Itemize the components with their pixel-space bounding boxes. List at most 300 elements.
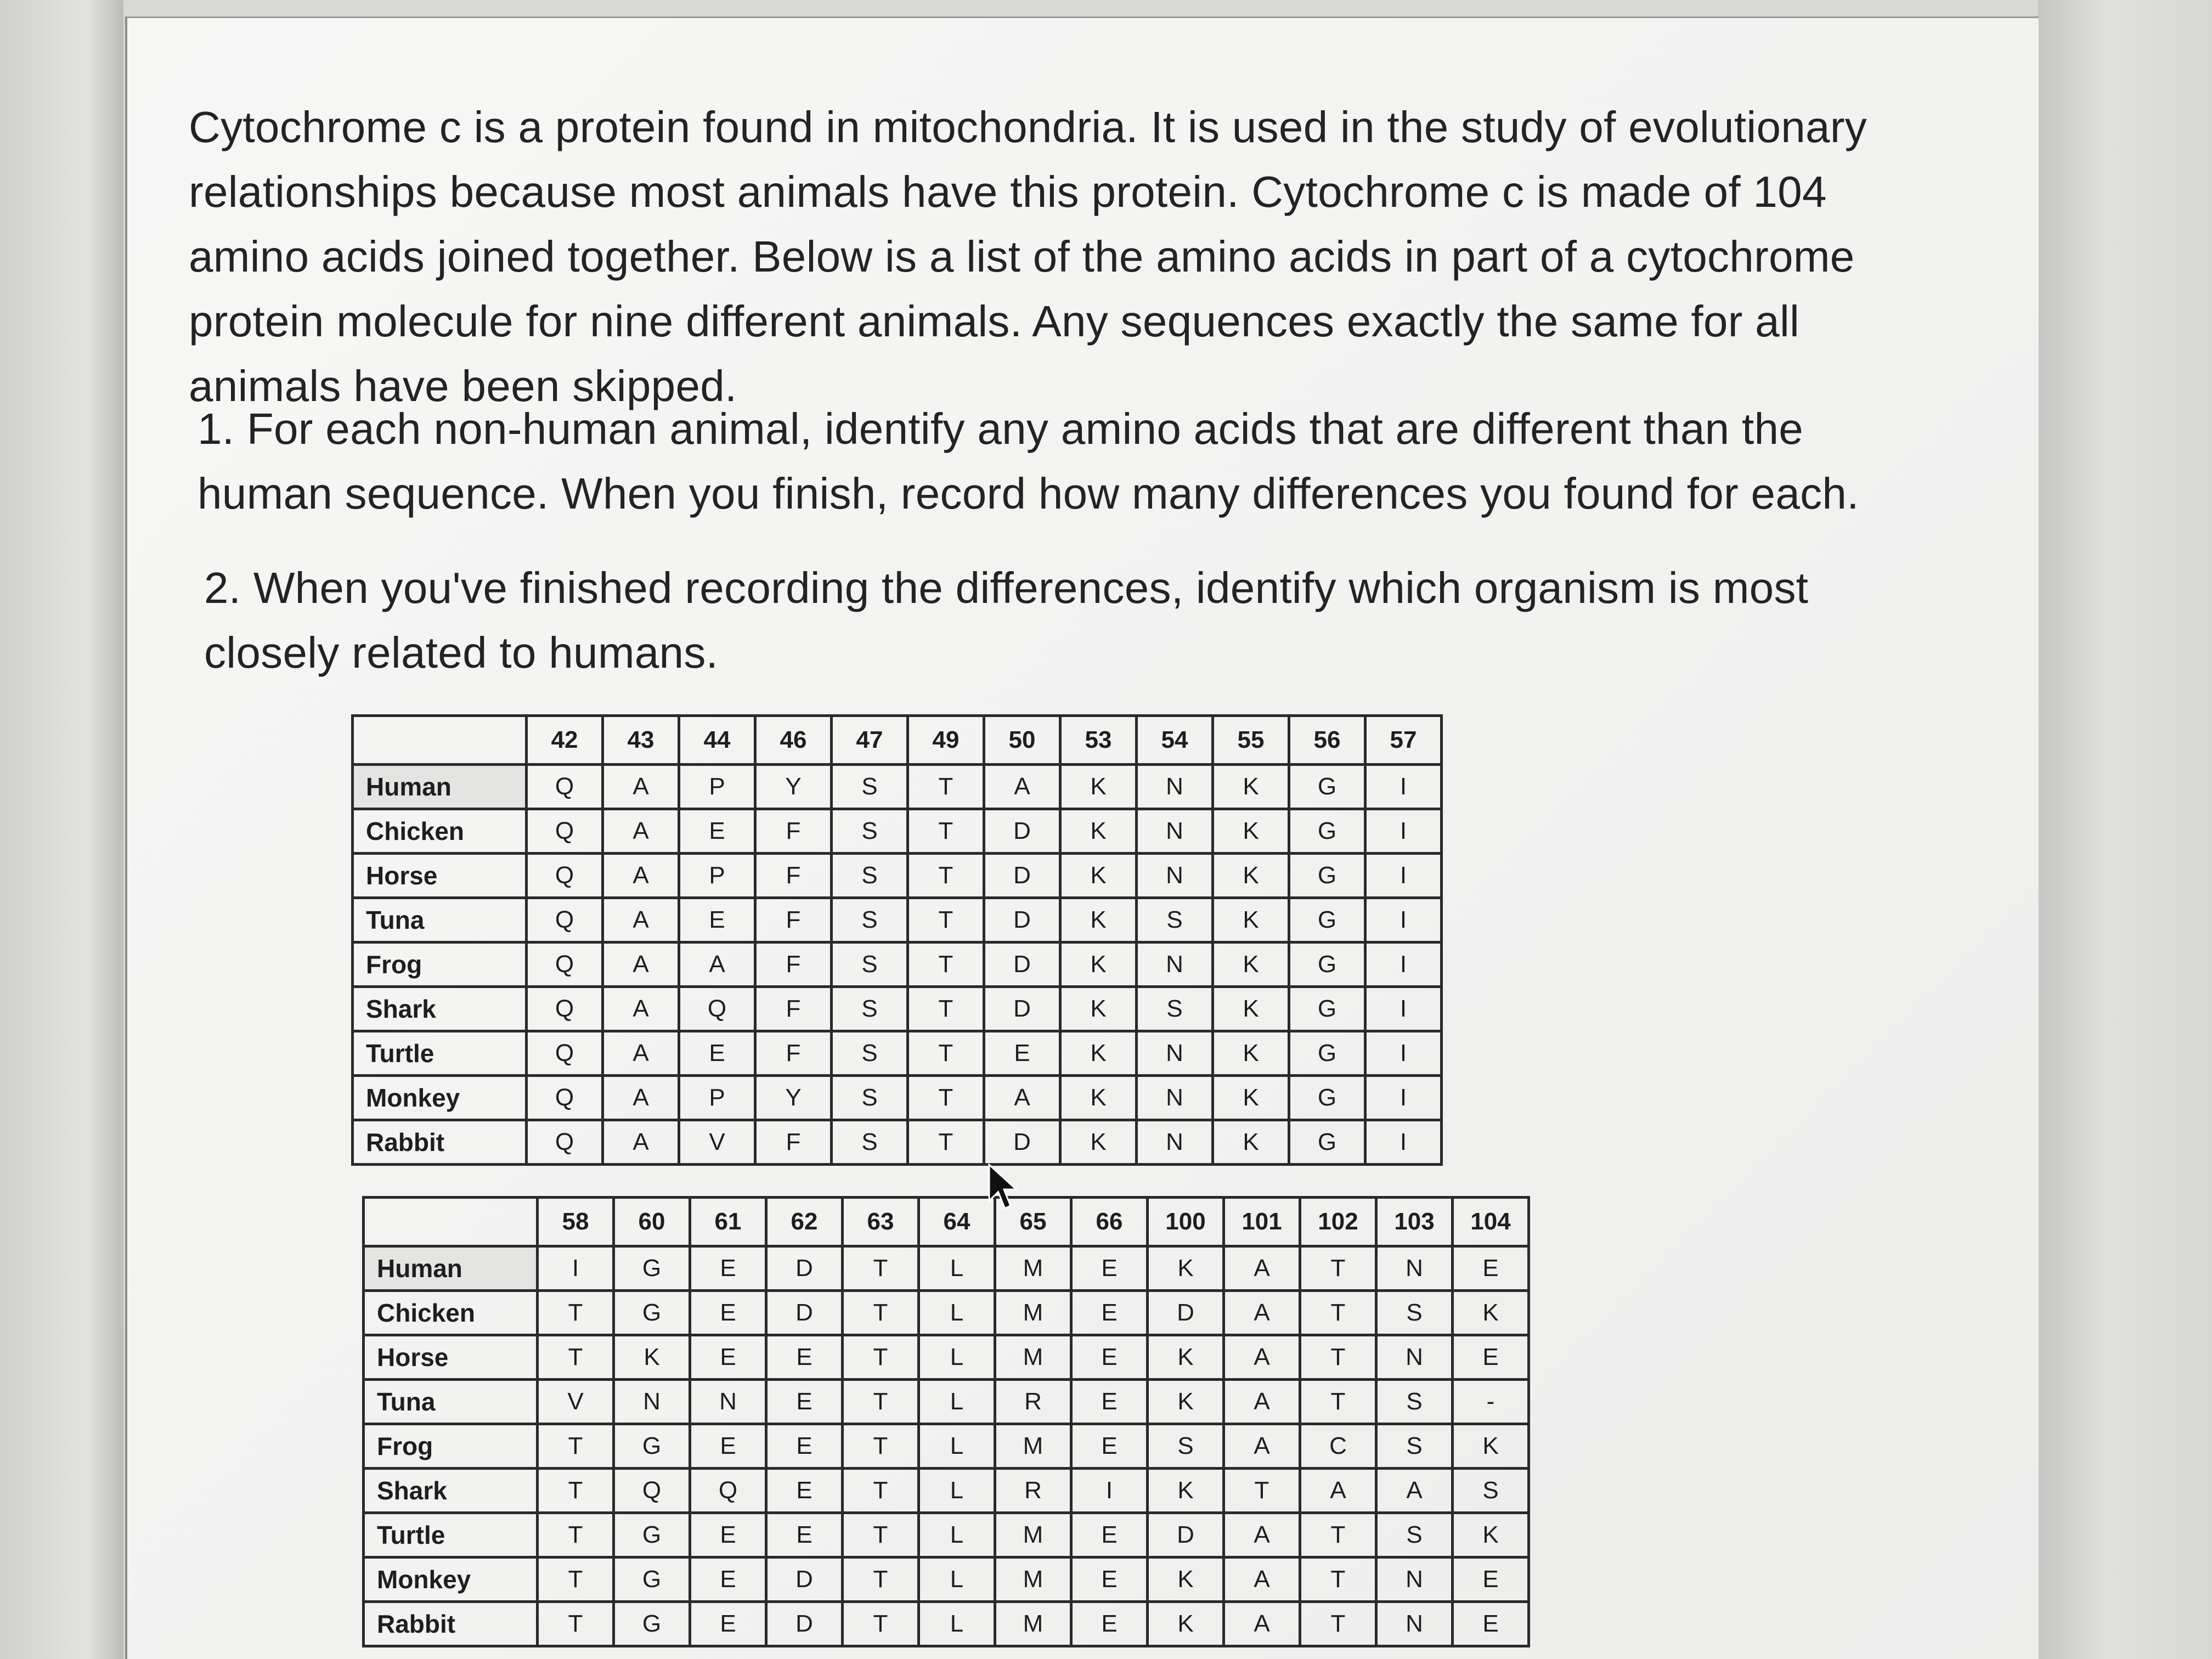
amino-acid-cell: S	[832, 1031, 908, 1076]
amino-acid-table-positions-42-57	[351, 714, 1443, 1166]
amino-acid-cell: D	[1148, 1291, 1224, 1335]
amino-acid-cell: S	[1137, 898, 1213, 943]
amino-acid-cell: K	[1213, 898, 1289, 943]
amino-acid-cell: G	[1289, 898, 1365, 943]
amino-acid-cell: A	[984, 1076, 1060, 1120]
table-row	[353, 987, 1442, 1031]
position-header: 64	[919, 1198, 995, 1246]
animal-name-cell: Frog	[353, 943, 527, 987]
amino-acid-cell: A	[1224, 1246, 1300, 1291]
amino-acid-cell: D	[984, 943, 1060, 987]
amino-acid-cell: N	[1376, 1246, 1453, 1291]
amino-acid-cell: S	[1376, 1291, 1453, 1335]
amino-acid-cell: K	[1060, 1076, 1137, 1120]
amino-acid-cell: D	[766, 1246, 843, 1291]
position-header: 53	[1060, 716, 1137, 765]
animal-name-cell: Turtle	[353, 1031, 527, 1076]
amino-acid-cell: D	[1148, 1513, 1224, 1558]
animal-name-cell: Frog	[364, 1424, 538, 1469]
amino-acid-cell: E	[690, 1335, 766, 1380]
amino-acid-cell: E	[679, 898, 755, 943]
amino-acid-cell: N	[1376, 1335, 1453, 1380]
amino-acid-cell: A	[1224, 1424, 1300, 1469]
table-row	[353, 1031, 1442, 1076]
position-header: 44	[679, 716, 755, 765]
monitor-bezel-right	[2038, 0, 2212, 1659]
amino-acid-cell: S	[1148, 1424, 1224, 1469]
amino-acid-cell: A	[603, 987, 679, 1031]
table-row	[353, 809, 1442, 854]
amino-acid-cell: K	[1213, 1076, 1289, 1120]
amino-acid-cell: T	[908, 898, 984, 943]
amino-acid-cell: N	[1137, 854, 1213, 898]
amino-acid-cell: N	[614, 1380, 690, 1424]
amino-acid-cell: E	[984, 1031, 1060, 1076]
amino-acid-cell: D	[766, 1558, 843, 1602]
amino-acid-cell: T	[1300, 1558, 1376, 1602]
animal-name-cell: Monkey	[353, 1076, 527, 1120]
amino-acid-cell: V	[679, 1120, 755, 1165]
amino-acid-cell: I	[1365, 1076, 1442, 1120]
amino-acid-cell: T	[538, 1291, 614, 1335]
amino-acid-cell: T	[538, 1513, 614, 1558]
amino-acid-cell: A	[679, 943, 755, 987]
amino-acid-cell: T	[908, 1076, 984, 1120]
amino-acid-cell: A	[1376, 1469, 1453, 1513]
amino-acid-cell: E	[690, 1513, 766, 1558]
amino-acid-cell: E	[766, 1513, 843, 1558]
table-row	[364, 1469, 1529, 1513]
amino-acid-cell: I	[1365, 987, 1442, 1031]
position-header: 56	[1289, 716, 1365, 765]
amino-acid-cell: D	[984, 854, 1060, 898]
amino-acid-cell: G	[614, 1424, 690, 1469]
amino-acid-cell: T	[538, 1558, 614, 1602]
position-header: 65	[995, 1198, 1071, 1246]
amino-acid-cell: G	[614, 1291, 690, 1335]
position-header: 42	[527, 716, 603, 765]
table-row	[353, 854, 1442, 898]
position-header: 62	[766, 1198, 843, 1246]
amino-acid-cell: T	[843, 1424, 919, 1469]
amino-acid-cell: L	[919, 1424, 995, 1469]
amino-acid-cell: M	[995, 1335, 1071, 1380]
amino-acid-cell: T	[538, 1469, 614, 1513]
amino-acid-cell: T	[908, 1031, 984, 1076]
amino-acid-cell: Q	[527, 765, 603, 809]
amino-acid-cell: E	[690, 1424, 766, 1469]
amino-acid-cell: G	[614, 1513, 690, 1558]
amino-acid-cell: I	[1365, 1031, 1442, 1076]
amino-acid-cell: T	[538, 1335, 614, 1380]
amino-acid-cell: N	[1137, 1076, 1213, 1120]
amino-acid-cell: T	[538, 1602, 614, 1646]
amino-acid-cell: S	[1376, 1424, 1453, 1469]
amino-acid-cell: E	[1071, 1335, 1148, 1380]
amino-acid-cell: S	[1376, 1380, 1453, 1424]
amino-acid-cell: N	[1376, 1602, 1453, 1646]
table-row	[364, 1558, 1529, 1602]
table-row	[364, 1602, 1529, 1646]
amino-acid-cell: N	[1137, 943, 1213, 987]
animal-name-cell: Tuna	[364, 1380, 538, 1424]
table-row	[353, 765, 1442, 809]
amino-acid-cell: A	[1224, 1602, 1300, 1646]
amino-acid-cell: Q	[614, 1469, 690, 1513]
amino-acid-cell: T	[1300, 1246, 1376, 1291]
animal-name-cell: Tuna	[353, 898, 527, 943]
amino-acid-cell: I	[1365, 943, 1442, 987]
amino-acid-cell: T	[538, 1424, 614, 1469]
intro-paragraph: Cytochrome c is a protein found in mitochondria. It is used in the study of evolutionary relationships because most animals have this protein. Cytochrome c is made of 104 amino acids joined together. Below is a list of the amino acids in part of a cytochrome protein molecule for nine different animals. Any sequences exactly the same for all animals have been skipped.	[189, 103, 1867, 410]
table-corner-cell	[353, 716, 527, 765]
amino-acid-cell: A	[1224, 1558, 1300, 1602]
amino-acid-cell: G	[1289, 854, 1365, 898]
amino-acid-cell: E	[766, 1335, 843, 1380]
position-header: 50	[984, 716, 1060, 765]
animal-name-cell: Rabbit	[353, 1120, 527, 1165]
amino-acid-cell: K	[1060, 809, 1137, 854]
amino-acid-cell: G	[1289, 1076, 1365, 1120]
amino-acid-cell: Y	[755, 1076, 832, 1120]
table-header-row	[353, 716, 1442, 765]
amino-acid-cell: D	[984, 1120, 1060, 1165]
amino-acid-cell: T	[843, 1291, 919, 1335]
amino-acid-cell: T	[1300, 1291, 1376, 1335]
amino-acid-cell: K	[1060, 1120, 1137, 1165]
amino-acid-cell: S	[832, 809, 908, 854]
amino-acid-cell: Q	[527, 1031, 603, 1076]
amino-acid-cell: G	[614, 1558, 690, 1602]
amino-acid-cell: N	[1376, 1558, 1453, 1602]
amino-acid-cell: V	[538, 1380, 614, 1424]
amino-acid-cell: T	[908, 854, 984, 898]
amino-acid-cell: E	[690, 1602, 766, 1646]
amino-acid-cell: D	[766, 1602, 843, 1646]
amino-acid-cell: G	[614, 1246, 690, 1291]
amino-acid-cell: G	[1289, 1120, 1365, 1165]
amino-acid-cell: E	[679, 809, 755, 854]
amino-acid-cell: E	[766, 1469, 843, 1513]
amino-acid-cell: I	[1365, 898, 1442, 943]
amino-acid-cell: L	[919, 1469, 995, 1513]
position-header: 100	[1148, 1198, 1224, 1246]
amino-acid-cell: Y	[755, 765, 832, 809]
amino-acid-cell: S	[832, 1120, 908, 1165]
amino-acid-cell: Q	[679, 987, 755, 1031]
amino-acid-cell: K	[1453, 1424, 1529, 1469]
amino-acid-cell: P	[679, 1076, 755, 1120]
amino-acid-cell: M	[995, 1291, 1071, 1335]
animal-name-cell: Horse	[353, 854, 527, 898]
amino-acid-cell: T	[843, 1513, 919, 1558]
amino-acid-cell: M	[995, 1424, 1071, 1469]
amino-acid-cell: G	[1289, 765, 1365, 809]
amino-acid-table-positions-58-104	[362, 1196, 1530, 1647]
position-header: 58	[538, 1198, 614, 1246]
animal-name-cell: Chicken	[364, 1291, 538, 1335]
amino-acid-cell: F	[755, 809, 832, 854]
amino-acid-cell: L	[919, 1335, 995, 1380]
amino-acid-cell: T	[908, 765, 984, 809]
amino-acid-cell: K	[1213, 765, 1289, 809]
amino-acid-cell: S	[832, 1076, 908, 1120]
amino-acid-cell: T	[843, 1380, 919, 1424]
amino-acid-cell: G	[1289, 1031, 1365, 1076]
amino-acid-cell: N	[1137, 1031, 1213, 1076]
amino-acid-cell: K	[1060, 898, 1137, 943]
table-header-row	[364, 1198, 1529, 1246]
amino-acid-cell: E	[766, 1380, 843, 1424]
amino-acid-cell: K	[1148, 1335, 1224, 1380]
table-row	[353, 943, 1442, 987]
amino-acid-cell: T	[843, 1335, 919, 1380]
table-row	[364, 1291, 1529, 1335]
amino-acid-cell: T	[908, 987, 984, 1031]
amino-acid-cell: S	[832, 898, 908, 943]
amino-acid-cell: A	[603, 943, 679, 987]
animal-name-cell: Horse	[364, 1335, 538, 1380]
amino-acid-cell: I	[1365, 765, 1442, 809]
amino-acid-cell: K	[1060, 765, 1137, 809]
position-header: 66	[1071, 1198, 1148, 1246]
position-header: 57	[1365, 716, 1442, 765]
amino-acid-cell: T	[843, 1558, 919, 1602]
amino-acid-cell: E	[679, 1031, 755, 1076]
amino-acid-cell: T	[843, 1602, 919, 1646]
amino-acid-cell: Q	[690, 1469, 766, 1513]
position-header: 43	[603, 716, 679, 765]
amino-acid-cell: M	[995, 1513, 1071, 1558]
amino-acid-cell: G	[614, 1602, 690, 1646]
mouse-pointer-icon	[988, 1163, 1020, 1212]
amino-acid-cell: K	[1060, 943, 1137, 987]
amino-acid-cell: T	[1300, 1380, 1376, 1424]
amino-acid-cell: D	[766, 1291, 843, 1335]
amino-acid-cell: L	[919, 1246, 995, 1291]
amino-acid-cell: S	[1137, 987, 1213, 1031]
amino-acid-cell: N	[1137, 1120, 1213, 1165]
animal-name-cell: Shark	[364, 1469, 538, 1513]
amino-acid-cell: K	[1453, 1291, 1529, 1335]
amino-acid-cell: C	[1300, 1424, 1376, 1469]
monitor-bezel-left	[0, 0, 123, 1659]
amino-acid-cell: E	[690, 1291, 766, 1335]
amino-acid-cell: A	[603, 1076, 679, 1120]
amino-acid-cell: T	[908, 943, 984, 987]
amino-acid-cell: K	[1213, 809, 1289, 854]
position-header: 49	[908, 716, 984, 765]
amino-acid-cell: K	[1060, 854, 1137, 898]
amino-acid-cell: E	[1071, 1246, 1148, 1291]
amino-acid-cell: E	[1071, 1291, 1148, 1335]
amino-acid-cell: F	[755, 943, 832, 987]
question-2: 2. When you've finished recording the differences, identify which organism is most closely related to humans.	[204, 563, 1809, 677]
amino-acid-cell: E	[1071, 1513, 1148, 1558]
amino-acid-cell: E	[1453, 1602, 1529, 1646]
position-header: 60	[614, 1198, 690, 1246]
table-row	[364, 1246, 1529, 1291]
table-row	[353, 1120, 1442, 1165]
position-header: 47	[832, 716, 908, 765]
amino-acid-cell: S	[832, 943, 908, 987]
amino-acid-cell: L	[919, 1380, 995, 1424]
amino-acid-cell: D	[984, 809, 1060, 854]
amino-acid-cell: L	[919, 1602, 995, 1646]
position-header: 101	[1224, 1198, 1300, 1246]
table-row	[364, 1424, 1529, 1469]
amino-acid-cell: R	[995, 1380, 1071, 1424]
amino-acid-cell: L	[919, 1513, 995, 1558]
amino-acid-cell: N	[1137, 809, 1213, 854]
amino-acid-cell: K	[1213, 1031, 1289, 1076]
amino-acid-cell: T	[843, 1469, 919, 1513]
amino-acid-cell: T	[1300, 1513, 1376, 1558]
amino-acid-cell: T	[1300, 1602, 1376, 1646]
amino-acid-cell: M	[995, 1602, 1071, 1646]
amino-acid-cell: E	[1071, 1380, 1148, 1424]
table-row	[353, 898, 1442, 943]
position-header: 63	[843, 1198, 919, 1246]
amino-acid-cell: R	[995, 1469, 1071, 1513]
amino-acid-cell: I	[1365, 854, 1442, 898]
amino-acid-cell: F	[755, 854, 832, 898]
amino-acid-cell: A	[1224, 1335, 1300, 1380]
amino-acid-cell: A	[984, 765, 1060, 809]
table2-body	[364, 1246, 1529, 1646]
amino-acid-cell: I	[1365, 1120, 1442, 1165]
amino-acid-cell: M	[995, 1558, 1071, 1602]
amino-acid-cell: E	[1453, 1246, 1529, 1291]
amino-acid-cell: L	[919, 1291, 995, 1335]
amino-acid-cell: I	[538, 1246, 614, 1291]
amino-acid-cell: K	[1213, 1120, 1289, 1165]
amino-acid-cell: P	[679, 854, 755, 898]
question-1: 1. For each non-human animal, identify any amino acids that are different than the human sequence. When you finish, record how many differences you found for each.	[198, 404, 1859, 518]
amino-acid-cell: E	[1071, 1602, 1148, 1646]
position-header: 46	[755, 716, 832, 765]
amino-acid-cell: S	[1453, 1469, 1529, 1513]
amino-acid-cell: E	[690, 1558, 766, 1602]
position-header: 61	[690, 1198, 766, 1246]
amino-acid-cell: Q	[527, 898, 603, 943]
amino-acid-cell: Q	[527, 1076, 603, 1120]
amino-acid-cell: G	[1289, 943, 1365, 987]
amino-acid-cell: K	[1060, 1031, 1137, 1076]
amino-acid-cell: K	[1453, 1513, 1529, 1558]
amino-acid-cell: K	[1213, 943, 1289, 987]
amino-acid-cell: T	[1224, 1469, 1300, 1513]
amino-acid-cell: Q	[527, 987, 603, 1031]
amino-acid-cell: Q	[527, 943, 603, 987]
amino-acid-cell: T	[908, 809, 984, 854]
animal-name-cell: Shark	[353, 987, 527, 1031]
amino-acid-cell: A	[603, 809, 679, 854]
amino-acid-cell: I	[1365, 809, 1442, 854]
amino-acid-cell: P	[679, 765, 755, 809]
amino-acid-cell: F	[755, 898, 832, 943]
amino-acid-cell: E	[690, 1246, 766, 1291]
amino-acid-cell: A	[1224, 1380, 1300, 1424]
table-row	[364, 1335, 1529, 1380]
amino-acid-cell: K	[1148, 1558, 1224, 1602]
amino-acid-cell: S	[832, 854, 908, 898]
animal-name-cell: Human	[353, 765, 527, 809]
amino-acid-cell: -	[1453, 1380, 1529, 1424]
amino-acid-cell: K	[1213, 987, 1289, 1031]
position-header: 103	[1376, 1198, 1453, 1246]
amino-acid-cell: G	[1289, 809, 1365, 854]
position-header: 102	[1300, 1198, 1376, 1246]
position-header: 55	[1213, 716, 1289, 765]
animal-name-cell: Human	[364, 1246, 538, 1291]
amino-acid-cell: K	[1148, 1602, 1224, 1646]
amino-acid-cell: A	[603, 898, 679, 943]
amino-acid-cell: A	[603, 1031, 679, 1076]
amino-acid-cell: N	[690, 1380, 766, 1424]
amino-acid-cell: Q	[527, 854, 603, 898]
amino-acid-cell: L	[919, 1558, 995, 1602]
amino-acid-cell: E	[1453, 1335, 1529, 1380]
position-header: 104	[1453, 1198, 1529, 1246]
amino-acid-cell: T	[1300, 1335, 1376, 1380]
amino-acid-cell: K	[1060, 987, 1137, 1031]
amino-acid-cell: A	[603, 765, 679, 809]
animal-name-cell: Monkey	[364, 1558, 538, 1602]
amino-acid-cell: A	[603, 854, 679, 898]
amino-acid-cell: Q	[527, 809, 603, 854]
amino-acid-cell: A	[1300, 1469, 1376, 1513]
table-row	[364, 1513, 1529, 1558]
amino-acid-cell: K	[614, 1335, 690, 1380]
amino-acid-cell: I	[1071, 1469, 1148, 1513]
table1-body	[353, 765, 1442, 1165]
amino-acid-cell: K	[1148, 1380, 1224, 1424]
amino-acid-cell: E	[1071, 1424, 1148, 1469]
animal-name-cell: Rabbit	[364, 1602, 538, 1646]
amino-acid-cell: S	[832, 765, 908, 809]
amino-acid-cell: K	[1148, 1469, 1224, 1513]
amino-acid-cell: G	[1289, 987, 1365, 1031]
amino-acid-cell: E	[1453, 1558, 1529, 1602]
amino-acid-cell: K	[1148, 1246, 1224, 1291]
table-row	[364, 1380, 1529, 1424]
amino-acid-cell: F	[755, 987, 832, 1031]
amino-acid-cell: A	[603, 1120, 679, 1165]
table-corner-cell	[364, 1198, 538, 1246]
amino-acid-cell: T	[843, 1246, 919, 1291]
amino-acid-cell: E	[766, 1424, 843, 1469]
amino-acid-cell: N	[1137, 765, 1213, 809]
amino-acid-cell: S	[832, 987, 908, 1031]
table-row	[353, 1076, 1442, 1120]
amino-acid-cell: D	[984, 898, 1060, 943]
animal-name-cell: Turtle	[364, 1513, 538, 1558]
amino-acid-cell: E	[1071, 1558, 1148, 1602]
position-header: 54	[1137, 716, 1213, 765]
amino-acid-cell: F	[755, 1120, 832, 1165]
amino-acid-cell: A	[1224, 1513, 1300, 1558]
amino-acid-cell: F	[755, 1031, 832, 1076]
amino-acid-cell: T	[908, 1120, 984, 1165]
amino-acid-cell: S	[1376, 1513, 1453, 1558]
amino-acid-cell: M	[995, 1246, 1071, 1291]
amino-acid-cell: D	[984, 987, 1060, 1031]
animal-name-cell: Chicken	[353, 809, 527, 854]
amino-acid-cell: Q	[527, 1120, 603, 1165]
amino-acid-cell: A	[1224, 1291, 1300, 1335]
amino-acid-cell: K	[1213, 854, 1289, 898]
